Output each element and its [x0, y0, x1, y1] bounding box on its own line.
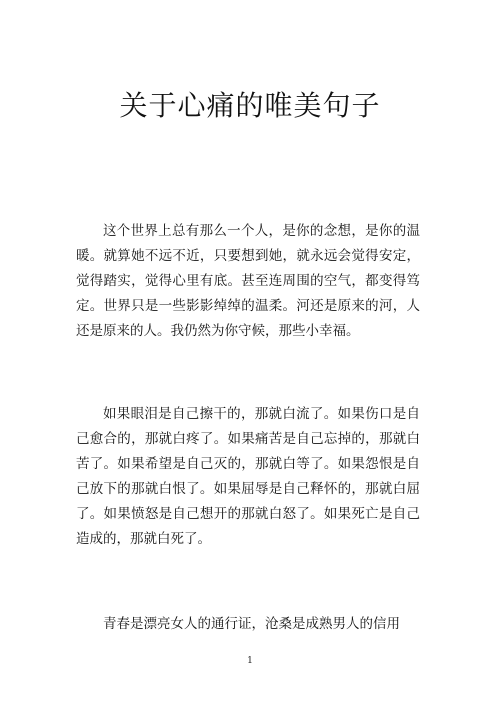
page-number: 1 — [247, 656, 253, 666]
paragraph-2: 如果眼泪是自己擦干的，那就白流了。如果伤口是自己愈合的，那就白疼了。如果痛苦是自己忘掉的，那就白苦了。如果希望是自己灭的，那就白等了。如果怨恨是自己放下的那就白恨了。如果屈辱是自己释怀的，那就白屈了。如果愤怒是自己想开的那就白怒了。如果死亡是自己造成的，那就白死了。 — [76, 406, 420, 547]
paragraph-1: 这个世界上总有那么一个人，是你的念想，是你的温暖。就算她不远不近，只要想到她，就永远会觉得安定，觉得踏实，觉得心里有底。甚至连周围的空气，都变得笃定。世界只是一些影影绰绰的温柔。河还是原来的河，人还是原来的人。我仍然为你守候，那些小幸福。 — [76, 223, 420, 339]
paragraph-3: 青春是漂亮女人的通行证，沧桑是成熟男人的信用 — [103, 616, 400, 632]
document-title: 关于心痛的唯美句子 — [119, 89, 381, 122]
